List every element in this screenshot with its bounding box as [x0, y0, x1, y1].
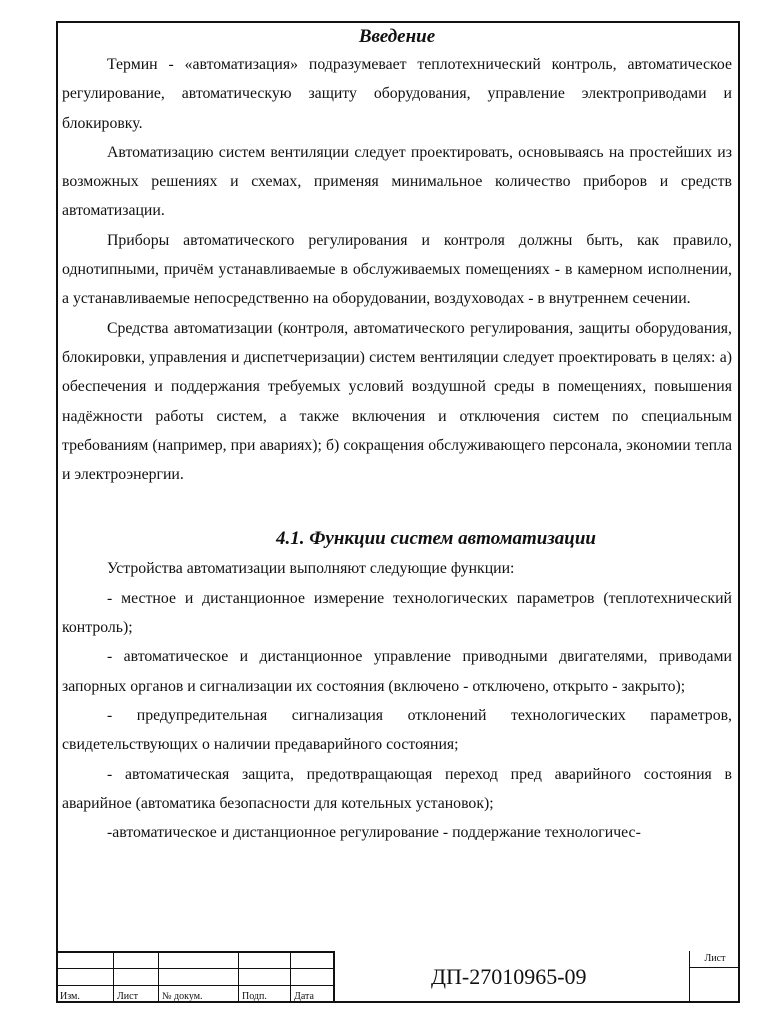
document-body: [62, 26, 732, 847]
revision-cell: [114, 969, 159, 986]
title-block: [56, 951, 740, 1003]
function-item: - автоматическая защита, предотвращающая переход пред аварийного состояния в аварийное (автоматика безопасности для котельных установок);: [62, 765, 732, 812]
revision-cell: [57, 952, 114, 969]
stamp-header-podp: Подп.: [239, 986, 291, 1003]
intro-section: [62, 50, 732, 489]
function-item: - предупредительная сигнализация отклонений технологических параметров, свидетельствующих о наличии предаварийного состояния;: [62, 706, 732, 754]
stamp-header-izm: Изм.: [57, 986, 114, 1003]
intro-paragraph: Приборы автоматического регулирования и контроля должны быть, как правило, однотипными, причём устанавливаемые в обслуживаемых помещениях - в камерном исполнении, а устанавливаемые непосредственно на оборудовании, воздуховодах - в внутреннем сечении.: [62, 231, 732, 308]
stamp-divider: [333, 951, 335, 1003]
stamp-header-docnum: № докум.: [159, 986, 239, 1003]
intro-paragraph: Средства автоматизации (контроля, автоматического регулирования, защиты оборудования, блокировки, управления и диспетчеризации) систем вентиляции следует проектировать в целях: а) обеспечения и поддержания требуемых условий воздушной среды в помещениях, повышения надёжности работы систем, а также включения и отключения систем по специальным требованиям (например, при авариях); б) сокращения обслуживающего персонала, экономии тепла и электроэнергии.: [62, 319, 732, 484]
revision-cell: [57, 969, 114, 986]
sheet-box: [689, 951, 740, 1003]
revision-cell: [239, 969, 291, 986]
revision-cell: [291, 952, 334, 969]
revision-cell: [159, 969, 239, 986]
section-lead: Устройства автоматизации выполняют следующие функции:: [107, 560, 515, 578]
intro-paragraph: Термин - «автоматизация» подразумевает теплотехнический контроль, автоматическое регулирование, автоматическую защиту оборудования, управление электроприводами и блокировку.: [62, 56, 732, 132]
function-item: - автоматическое и дистанционное управление приводными двигателями, приводами запорных органов и сигнализации их состояния (включено - отключено, открыто - закрыто);: [62, 648, 732, 695]
document-number: ДП-27010965-09: [431, 964, 587, 989]
intro-paragraph: Автоматизацию систем вентиляции следует проектировать, основываясь на простейших из возможных решениях и схемах, применяя минимальное количество приборов и средств автоматизации.: [62, 143, 732, 220]
stamp-header-list: Лист: [114, 986, 159, 1003]
sheet-label: Лист: [690, 951, 740, 968]
function-item: - местное и дистанционное измерение технологических параметров (теплотехнический контроль);: [62, 589, 732, 637]
function-item: -автоматическое и дистанционное регулирование - поддержание технологичес-: [107, 824, 641, 842]
revision-table: [56, 951, 334, 1003]
revision-cell: [114, 952, 159, 969]
page-title: Введение: [358, 26, 436, 47]
stamp-header-data: Дата: [291, 986, 334, 1003]
revision-cell: [159, 952, 239, 969]
revision-cell: [239, 952, 291, 969]
revision-cell: [291, 969, 334, 986]
section-heading: 4.1. Функции систем автоматизации: [276, 528, 596, 550]
